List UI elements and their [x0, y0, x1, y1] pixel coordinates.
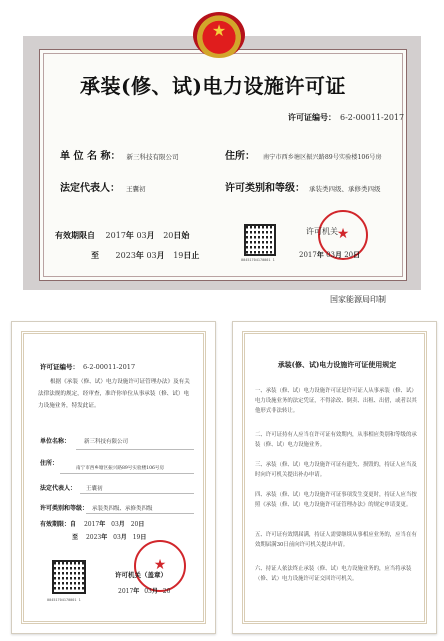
booklet-issuer-label: 许可机关（盖章） [115, 571, 167, 579]
usage-rule-item: 三、承装（修、试）电力设施许可证有遗失、损毁的，持证人应当及时向许可机关提出补办申请。 [255, 462, 417, 478]
qr-code-caption: 00451704170001 1 [241, 258, 275, 262]
certificate-validity-start: 有效期限自 2017年 03月 20日始 [55, 230, 190, 240]
divider [80, 493, 194, 494]
certificate-issuer-label: 许可机关 [306, 227, 338, 236]
divider [76, 449, 194, 450]
usage-rule-item: 四、承装（修、试）电力设施许可证事项发生变更时，持证人应当按照《承装（修、试）电力设施许可证管理办法》的规定申请变更。 [255, 492, 417, 508]
printer-caption: 国家能源局印制 [330, 295, 386, 304]
certificate-license-category: 许可类别和等级： 承装类四级、承修类四级 [225, 183, 381, 194]
official-seal-icon: ★ [318, 210, 368, 260]
usage-rule-item: 二、许可证持有人应当在许可证有效期内，从事相应类别和等级的承装（修、试）电力设施业务。 [255, 432, 417, 448]
national-emblem-icon: ★ [193, 12, 245, 58]
usage-rule-item: 一、承装（修、试）电力设施许可证是许可证人从事承装（修、试）电力设施业务的法定凭证，不得涂改、倒卖、出租、出借，或者以其他形式非法转让。 [255, 388, 417, 414]
booklet-qr-code-caption: 00451704170001 1 [47, 598, 81, 602]
usage-rule-item: 五、许可证有效期届满，持证人需要继续从事相应业务的，应当在有效期届满30日前向许可机关提出申请。 [255, 532, 417, 548]
booklet-validity-end: 至 2023年 03月 19日 [72, 534, 147, 541]
booklet-license-no: 许可证编号： 6-2-00011-2017 [40, 363, 136, 371]
booklet-address: 住所： [40, 460, 59, 467]
certificate-legal-representative: 法定代表人： 王囊初 [60, 183, 146, 194]
certificate-unit-name: 单 位 名 称： 新三科技有限公司 [60, 151, 179, 162]
certificate-issue-date: 2017年 03月 20日 [299, 250, 361, 259]
booklet-unit-name: 单位名称： 新三科技有限公司 [40, 438, 129, 445]
certificate-address: 住所： 南宁市西乡塘区振兴路89号实验楼106号房 [225, 151, 382, 162]
booklet-issue-date: 2017年 03月 20 [118, 588, 171, 595]
certificate-title: 承装(修、试)电力设施许可证 [80, 74, 346, 98]
booklet-intro-text: 根据《承装（修、试）电力设施许可证管理办法》及有关法律法规的规定，经审查，准许你单位从事承装（修、试）电力设施业务，特发此证。 [38, 379, 190, 409]
usage-rule-item: 六、持证人依法终止承装（修、试）电力设施业务的，应当将承装（修、试）电力设施许可证交回许可机关。 [255, 566, 412, 582]
booklet-official-seal-icon: ★ [134, 540, 186, 592]
certificate-license-no: 许可证编号： 6-2-00011-2017 [288, 112, 405, 122]
divider [60, 473, 194, 474]
divider [86, 513, 194, 514]
booklet-legal-representative: 法定代表人： 王囊初 [40, 485, 103, 492]
certificate-validity-end: 至 2023年 03月 19日止 [91, 250, 200, 260]
usage-rules-title: 承装(修、试)电力设施许可证使用规定 [277, 360, 397, 369]
qr-code-icon [244, 224, 276, 256]
booklet-address-value: 南宁市西乡塘区振兴路89号实验楼106号房 [76, 466, 165, 471]
booklet-license-category: 许可类别和等级： 承装类四级、承修类四级 [40, 505, 153, 512]
booklet-qr-code-icon [52, 560, 86, 594]
booklet-validity-start: 有效期限：自 2017年 03月 20日 [40, 521, 145, 528]
